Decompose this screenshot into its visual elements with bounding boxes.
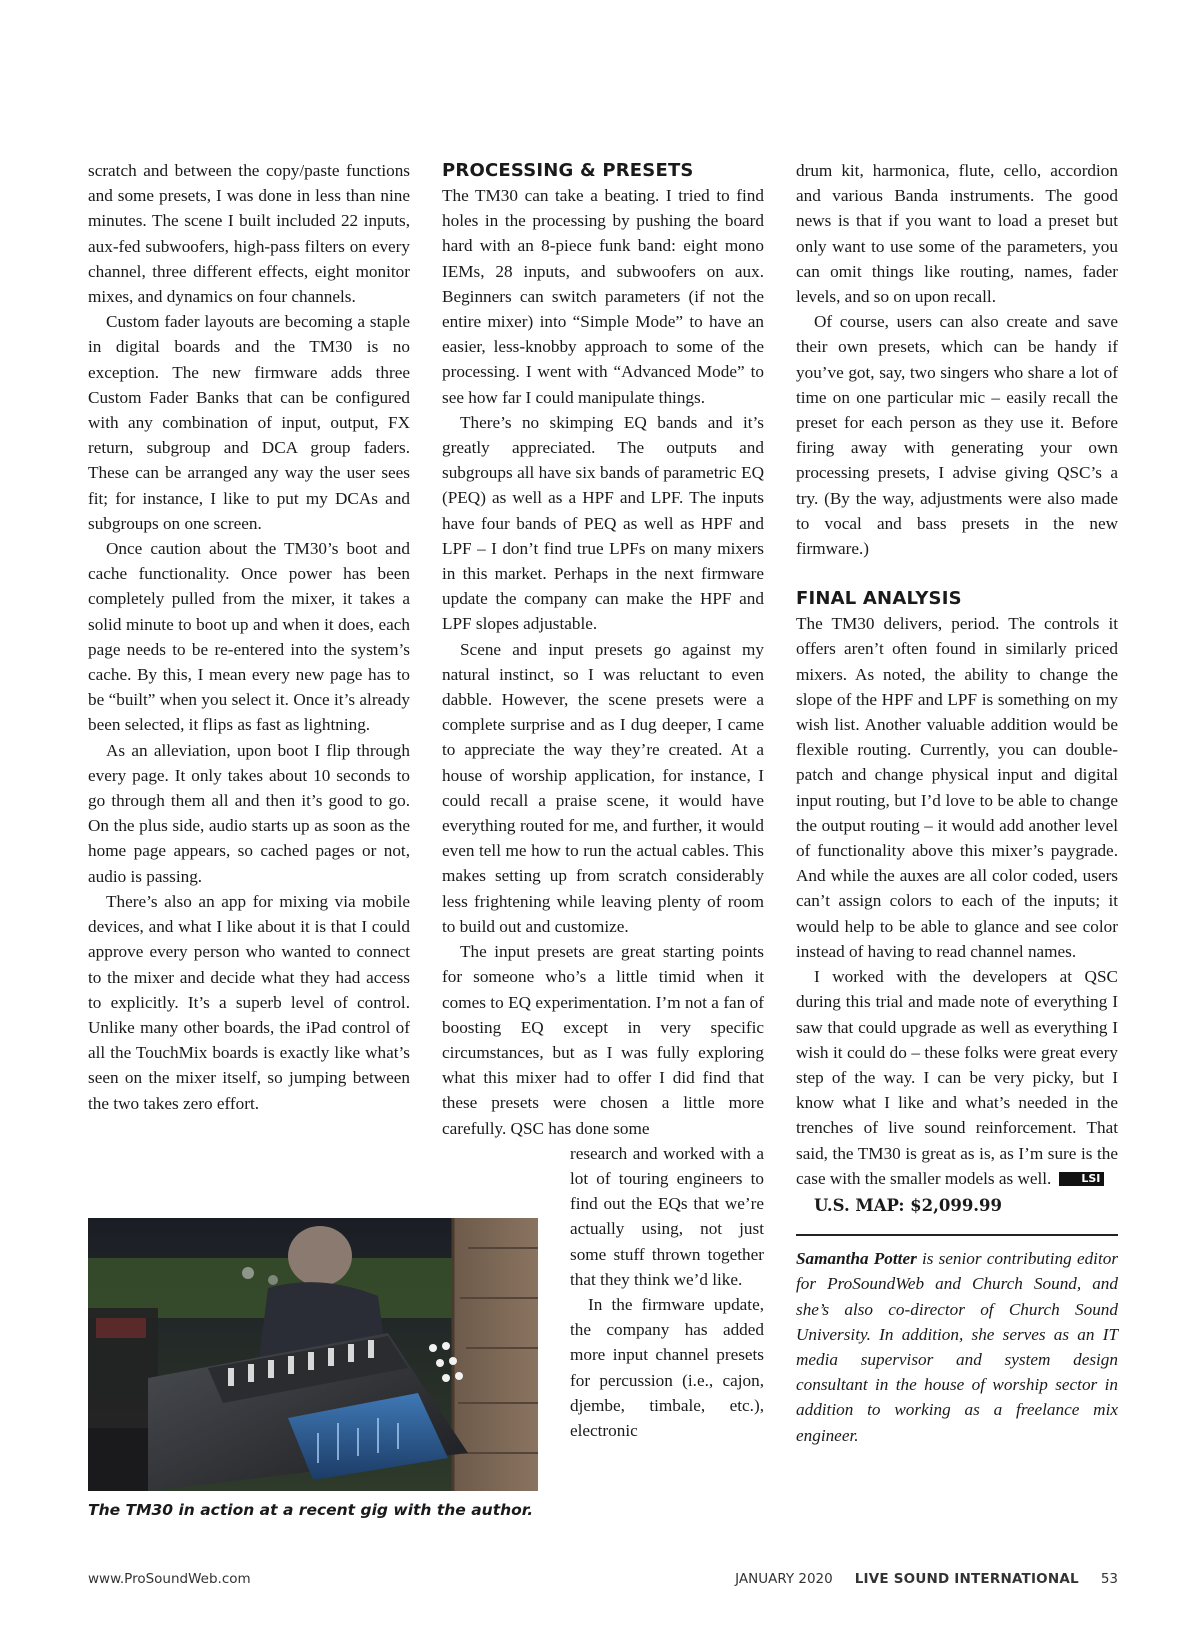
page-number: 53 [1100,1571,1118,1587]
paragraph: In the firmware update, the company has added more input channel presets for percussion (i.e., cajon, djembe, timbale, etc.), electronic [570,1294,764,1440]
narrow-text [570,1141,764,1443]
paragraph: research and worked with a lot of touring engineers to find out the EQs that we’re actually using, not just some stuff thrown together that they think we’d like. [570,1143,764,1289]
paragraph [796,964,1118,1191]
column-3 [796,158,1118,1448]
column-2 [442,158,764,1443]
last-paragraph-text: I worked with the developers at QSC during this trial and made note of everything I saw that could upgrade as well as everything I wish it could do – these folks were great every step of the way. I can be very picky, but I know what I like and what’s needed in the trenches of live sound reinforcement. That said, the TM30 is great as is, as I’m sure is the case with the smaller models as well. [796,967,1118,1188]
paragraph: There’s also an app for mixing via mobile devices, and what I like about it is that I could approve every person who wanted to connect to the mixer and decide what they had access to explicitly. It’s a superb level of control. Unlike many other boards, the iPad control of all the TouchMix boards is exactly like what’s seen on the mixer itself, so jumping between the two takes zero effort. [88,891,410,1113]
paragraph: There’s no skimping EQ bands and it’s greatly appreciated. The outputs and subgroups all have six bands of parametric EQ (PEQ) as well as a HPF and LPF. The inputs have four bands of PEQ as well as HPF and LPF – I don’t find true LPFs on many mixers in this market. Perhaps in the next firmware update the company can make the HPF and LPF slopes adjustable. [442,412,764,634]
paragraph: Scene and input presets go against my natural instinct, so I was reluctant to even dabble. However, the scene presets were a complete surprise and as I dug deeper, I came to appreciate the way they’re created. At a house of worship application, for instance, I could recall a praise scene, it would have everything routed for me, and further, it would even tell me how to run the actual cables. This makes setting up from scratch considerably less frightening while leaving plenty of room to build out and customize. [442,639,764,936]
footer-right [735,1571,1118,1587]
paragraph: Of course, users can also create and save their own presets, which can be handy if you’ve got, say, two singers who share a lot of time on one particular mic – easily recall the preset for each person as they use it. Before firing away with generating your own processing presets, I advise giving QSC’s a try. (By the way, adjustments were also made to vocal and bass presets in the new firmware.) [796,312,1118,559]
divider [796,1234,1118,1236]
bio-text: is senior contributing editor for ProSoundWeb and Church Sound, and she’s also co-director of Church Sound University. In addition, she serves as an IT media supervisor and system design consultant in the house of worship sector in addition to working as a freelance mix engineer. [796,1249,1119,1445]
section-heading: FINAL ANALYSIS [796,588,962,610]
paragraph: As an alleviation, upon boot I flip through every page. It only takes about 10 seconds to go through them all and then it’s good to go. On the plus side, audio starts up as soon as the home page appears, so cached pages or not, audio is passing. [88,740,410,886]
footer-publication: LIVE SOUND INTERNATIONAL [854,1571,1079,1587]
paragraph: The input presets are great starting points for someone who’s a little timid when it comes to EQ experimentation. I’m not a fan of boosting EQ except in very specific circumstances, but as I was fully exploring what this mixer had to offer I did find that these presets were chosen a little more carefully. QSC has done some [442,942,764,1138]
price: U.S. MAP: $2,099.99 [814,1195,1003,1215]
footer-issue: JANUARY 2020 [735,1571,833,1587]
paragraph: Once caution about the TM30’s boot and cache functionality. Once power has been completely pulled from the mixer, it takes a solid minute to boot up and when it does, each page needs to be re-entered into the system’s cache. By this, I mean every new page has to be “built” when you select it. Once it’s already been selected, it flips as fast as lightning. [88,539,410,735]
paragraph: Custom fader layouts are becoming a staple in digital boards and the TM30 is no exception. The new firmware adds three Custom Fader Banks that can be configured with any combination of input, output, FX return, subgroup and DCA group faders. These can be arranged any way the user sees fit; for instance, I like to put my DCAs and subgroups on one screen. [88,312,410,533]
author-bio [796,1246,1118,1448]
end-badge: LSI [1059,1172,1104,1186]
paragraph: scratch and between the copy/paste functions and some presets, I was done in less than nine minutes. The scene I built included 22 inputs, aux-fed subwoofers, high-pass filters on every channel, three different effects, eight monitor mixes, and dynamics on four channels. [88,161,410,307]
paragraph: drum kit, harmonica, flute, cello, accordion and various Banda instruments. The good news is that if you want to load a preset but only want to use some of the parameters, you can omit things like routing, names, fader levels, and so on upon recall. [796,161,1118,307]
paragraph: The TM30 can take a beating. I tried to find holes in the processing by pushing the board hard with an 8-piece funk band: eight mono IEMs, 28 inputs, and subwoofers on aux. Beginners can switch parameters (if not the entire mixer) into “Simple Mode” to have an easier, less-knobby approach to some of the processing. I went with “Advanced Mode” to see how far I could manipulate things. [442,186,764,407]
author-name: Samantha Potter [796,1249,917,1269]
photo-caption: The TM30 in action at a recent gig with the author. [88,1501,534,1519]
paragraph: The TM30 delivers, period. The controls it offers aren’t often found in similarly priced mixers. As noted, the ability to change the slope of the HPF and LPF is something on my wish list. Another valuable addition would be flexible routing. Currently, you can double-patch and change physical input and digital input routing, but I’d love to be able to change the output routing – it would add another level of functionality above this mixer’s paygrade. And while the auxes are all color coded, users can’t assign colors to each of the inputs; it would help to be able to glance and see color instead of having to read channel names. [796,614,1118,961]
column-1 [88,158,410,1116]
section-heading: PROCESSING & PRESETS [442,160,694,181]
footer-website: www.ProSoundWeb.com [88,1571,251,1587]
